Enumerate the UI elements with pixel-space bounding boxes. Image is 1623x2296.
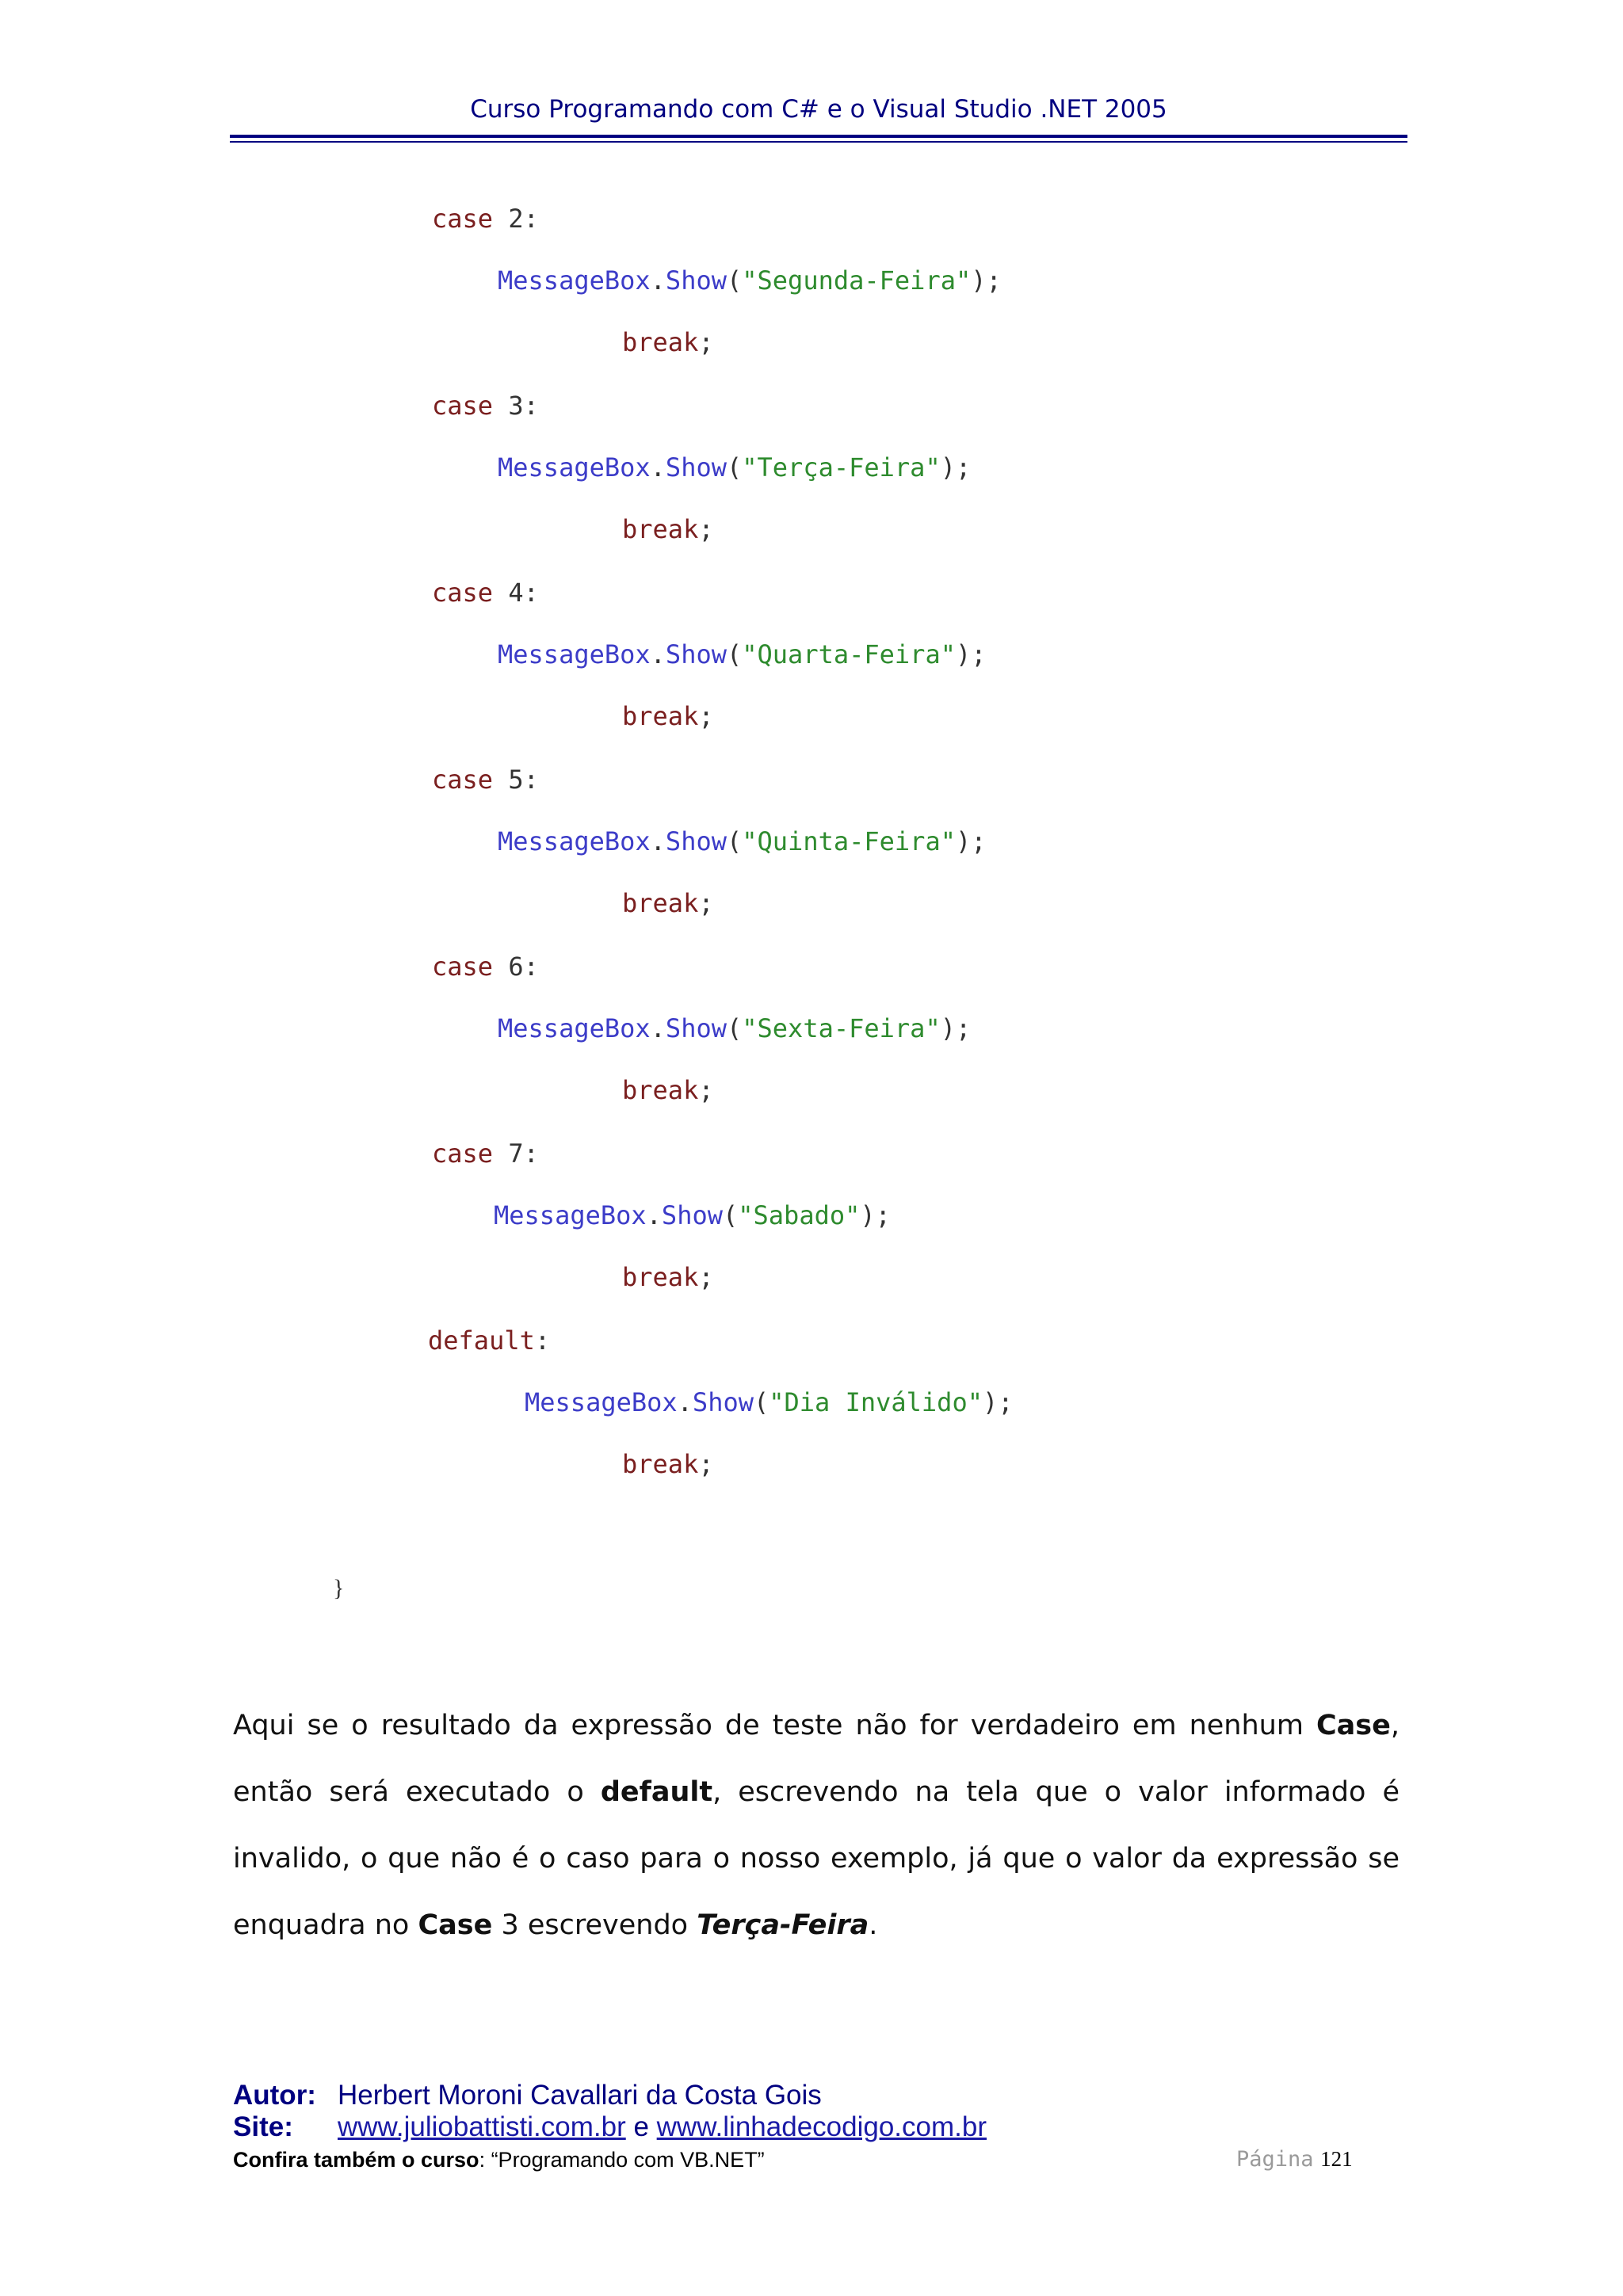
code-keyword: break <box>622 701 699 731</box>
code-object: MessageBox <box>498 265 651 296</box>
code-line-messagebox: MessageBox.Show("Quarta-Feira"); <box>498 639 987 669</box>
body-paragraph: Aqui se o resultado da expressão de teste não for verdadeiro em nenhum Case, então será executado o default, escrevendo na tela que o valor informado é invalido, o que não é o caso para o nosso exemplo, já que o valor da expressão se enquadra no Case 3 escrevendo Terça-Feira. <box>233 1710 1400 1941</box>
code-keyword: case <box>432 952 494 982</box>
footer-link-linhadecodigo[interactable]: www.linhadecodigo.com.br <box>656 2111 987 2142</box>
code-line-messagebox: MessageBox.Show("Terça-Feira"); <box>498 452 972 482</box>
code-keyword: case <box>432 1138 494 1169</box>
code-string: "Segunda-Feira" <box>742 265 972 296</box>
code-string: "Quarta-Feira" <box>742 639 956 669</box>
code-method: Show <box>665 1013 727 1043</box>
bold-case: Case <box>1316 1710 1391 1741</box>
code-line-messagebox: MessageBox.Show("Segunda-Feira"); <box>498 265 1002 296</box>
code-keyword: case <box>432 391 494 421</box>
code-method: Show <box>665 265 727 296</box>
code-line-break: break; <box>622 888 714 918</box>
footer-author-label: Autor: <box>233 2080 316 2111</box>
code-line-messagebox: MessageBox.Show("Sabado"); <box>494 1200 891 1230</box>
code-line-messagebox: MessageBox.Show("Quinta-Feira"); <box>498 826 987 856</box>
code-keyword: break <box>622 1075 699 1105</box>
bold-italic-terca-feira: Terça-Feira <box>697 1909 869 1941</box>
page-number-label: Página <box>1236 2147 1314 2172</box>
footer-link-juliobattisti[interactable]: www.juliobattisti.com.br <box>338 2111 626 2142</box>
page-number-value: 121 <box>1320 2147 1353 2171</box>
code-keyword: break <box>622 1262 699 1292</box>
code-keyword: break <box>622 514 699 544</box>
footer-author <box>233 2080 1422 2111</box>
code-punctuation: 2: <box>493 204 539 234</box>
code-object: MessageBox <box>498 639 651 669</box>
code-keyword: break <box>622 327 699 357</box>
code-keyword: break <box>622 888 699 918</box>
code-object: MessageBox <box>498 452 651 482</box>
code-method: Show <box>692 1387 754 1417</box>
code-string: "Quinta-Feira" <box>742 826 956 856</box>
code-object: MessageBox <box>525 1387 678 1417</box>
code-object: MessageBox <box>494 1200 647 1230</box>
code-line-break: break; <box>622 1449 714 1479</box>
code-line-messagebox: MessageBox.Show("Sexta-Feira"); <box>498 1013 972 1043</box>
code-keyword: case <box>432 204 494 234</box>
code-string: "Dia Inválido" <box>769 1387 983 1417</box>
code-keyword: case <box>432 765 494 795</box>
code-method: Show <box>665 452 727 482</box>
code-string: "Sabado" <box>738 1200 861 1230</box>
code-keyword: default <box>428 1325 535 1356</box>
code-line-case: case 6: <box>432 952 539 982</box>
code-line-messagebox: MessageBox.Show("Dia Inválido"); <box>525 1387 1014 1417</box>
code-line-break: break; <box>622 1075 714 1105</box>
code-line-case: case 7: <box>432 1138 539 1169</box>
code-keyword: case <box>432 578 494 608</box>
code-line-closing-brace: } <box>333 1575 345 1601</box>
code-line-default: default: <box>428 1325 551 1356</box>
bold-case: Case <box>418 1909 493 1941</box>
page-number <box>1236 2147 1353 2172</box>
code-object: MessageBox <box>498 1013 651 1043</box>
footer-site-label: Site: <box>233 2111 293 2142</box>
code-method: Show <box>665 826 727 856</box>
code-line-break: break; <box>622 514 714 544</box>
code-line-break: break; <box>622 327 714 357</box>
code-line-case: case 3: <box>432 391 539 421</box>
code-line-case <box>432 204 539 234</box>
code-method: Show <box>665 639 727 669</box>
bold-default: default <box>600 1776 713 1808</box>
code-method: Show <box>661 1200 723 1230</box>
code-keyword: break <box>622 1449 699 1479</box>
footer-site: Site: www.juliobattisti.com.br e www.linhadecodigo.com.br <box>233 2111 987 2142</box>
code-object: MessageBox <box>498 826 651 856</box>
footer-confira: Confira também o curso: “Programando com VB.NET” <box>233 2148 765 2172</box>
code-line-break: break; <box>622 701 714 731</box>
code-line-break: break; <box>622 1262 714 1292</box>
footer-author-name: Herbert Moroni Cavallari da Costa Gois <box>338 2080 822 2111</box>
code-line-case: case 5: <box>432 765 539 795</box>
page-header-title: Curso Programando com C# e o Visual Studio .NET 2005 <box>470 95 1167 124</box>
code-line-case: case 4: <box>432 578 539 608</box>
code-string: "Sexta-Feira" <box>742 1013 941 1043</box>
code-string: "Terça-Feira" <box>742 452 941 482</box>
